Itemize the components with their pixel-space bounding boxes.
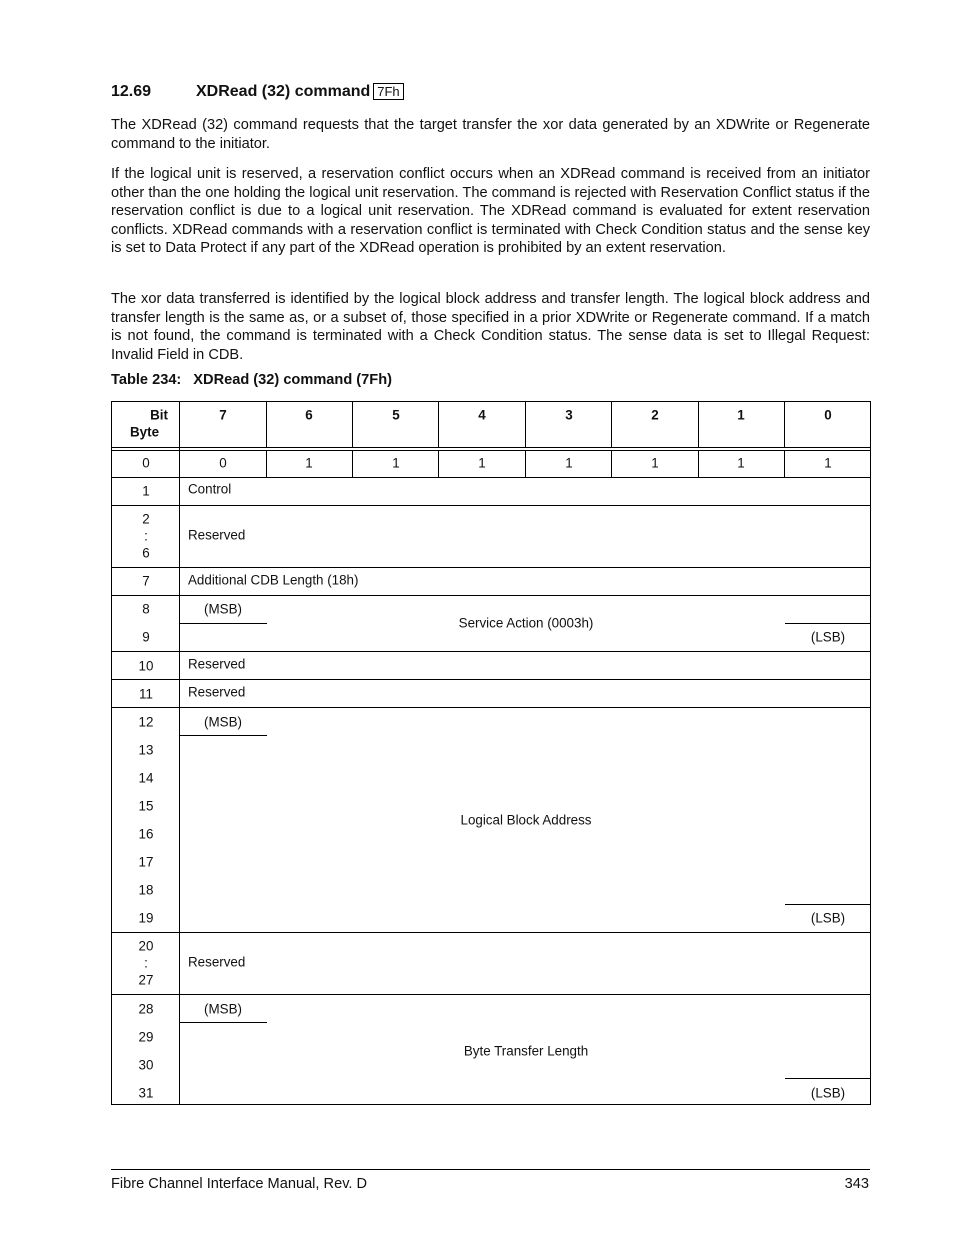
page-number: 343 bbox=[844, 1176, 869, 1192]
footer-title: Fibre Channel Interface Manual, Rev. D bbox=[111, 1176, 368, 1192]
command-table: Bit Byte 7 6 5 4 3 2 1 0 0 0 1 1 1 1 1 1 1 1 Control 2 : 6 Reserved 7 Additional CDB Length (18h) 8 9 (MSB) Service Action (0003h) (LSB) 10 Reserved 11 Reserved 12 13 14 15 16 17 18 19 (MSB) Logical Block Address (LSB) 20 : 27 Reserved 28 29 30 31 (MSB) Byte Transfer Length (LSB) bbox=[111, 401, 871, 1105]
footer-rule bbox=[111, 1169, 870, 1170]
section-heading: 12.69 XDRead (32) command 7Fh bbox=[111, 83, 404, 101]
paragraph: The xor data transferred is identified by the logical block address and transfer length. The logical block address and transfer length is the same as, or a subset of, those specified in a prior XDWrite or Regenerate command. If a match is not found, the command is terminated with a Check Condition status. The sense data is set to Illegal Request: Invalid Field in CDB. bbox=[111, 291, 870, 363]
table-caption: Table 234: XDRead (32) command (7Fh) bbox=[111, 372, 392, 388]
paragraph: The XDRead (32) command requests that the target transfer the xor data generated by an XDWrite or Regenerate command to the initiator. bbox=[111, 117, 870, 152]
opcode-box: 7Fh bbox=[373, 83, 403, 100]
paragraph: If the logical unit is reserved, a reservation conflict occurs when an XDRead command is received from an initiator other than the one holding the logical unit reservation. The command is rejected with Reservation Conflict status if the reservation conflict is due to a logical unit reservation. The XDRead command is evaluated for extent reservation conflicts. XDRead commands with a reservation conflict is terminated with Check Condition status and the sense key is set to Data Protect if any part of the XDRead operation is prohibited by an extent reservation. bbox=[111, 166, 870, 257]
